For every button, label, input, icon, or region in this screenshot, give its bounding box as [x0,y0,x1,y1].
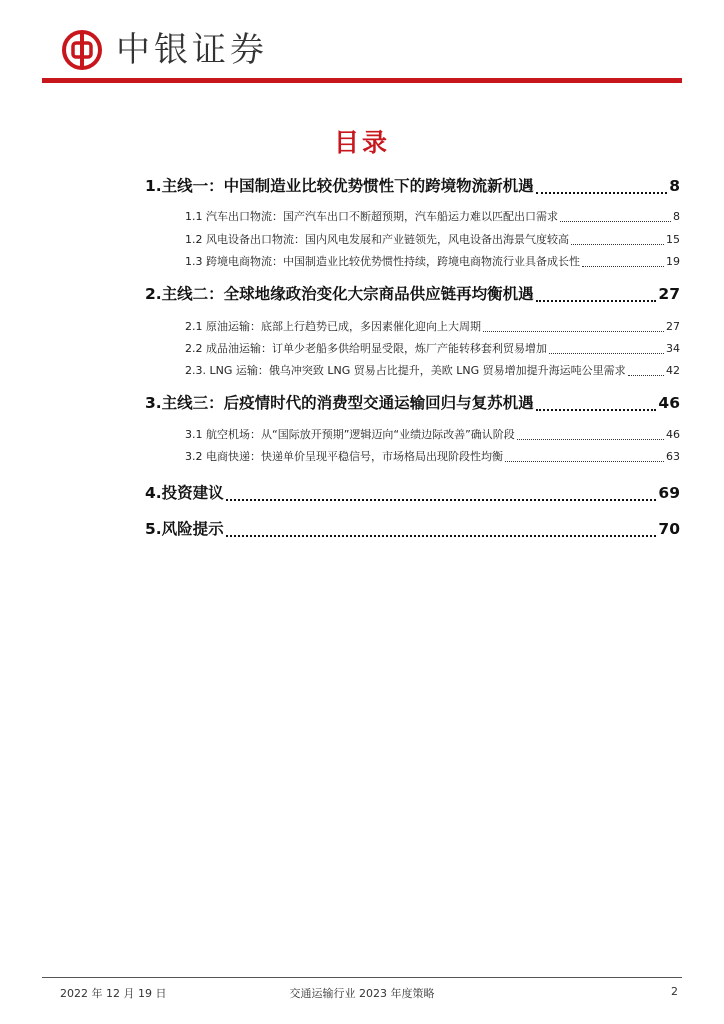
bank-of-china-logo [62,30,102,70]
toc-entry-text: 5.风险提示 [145,520,224,538]
leader-dots [536,300,657,302]
toc-entry-page: 63 [666,450,680,463]
toc-entry-page: 46 [658,394,680,412]
leader-dots [483,331,664,332]
toc-entry-3-2[interactable] [185,448,680,466]
toc-entry-text: 1.3 跨境电商物流：中国制造业比较优势惯性持续，跨境电商物流行业具备成长性 [185,255,580,268]
toc-entry-page: 34 [666,342,680,355]
toc-entry-2[interactable] [145,282,680,306]
leader-dots [536,409,657,411]
brand-name: 中银证券 [116,30,268,70]
toc-entry-3-1[interactable] [185,426,680,444]
toc-entry-3[interactable] [145,391,680,415]
header [0,0,724,90]
leader-dots [571,244,664,245]
toc-entry-1-1[interactable] [185,208,680,226]
toc-entry-text: 3.1 航空机场：从“国际放开预期”逻辑迈向“业绩边际改善”确认阶段 [185,428,515,441]
toc-entry-page: 42 [666,364,680,377]
leader-dots [226,535,657,537]
page-title: 目录 [333,128,390,157]
footer-page-number: 2 [671,985,678,998]
toc-entry-page: 8 [673,210,680,223]
toc-entry-4[interactable] [145,481,680,505]
toc-entry-page: 27 [658,285,680,303]
toc-entry-text: 2.1 原油运输：底部上行趋势已成，多因素催化迎向上大周期 [185,320,481,333]
footer-divider [42,977,682,978]
header-divider [42,78,682,83]
toc-entry-2-1[interactable] [185,318,680,336]
toc-entry-5[interactable] [145,517,680,541]
toc-entry-page: 15 [666,233,680,246]
toc-entry-page: 27 [666,320,680,333]
leader-dots [517,439,664,440]
leader-dots [560,221,671,222]
footer-doc-title: 交通运输行业 2023 年度策略 [289,987,435,1000]
toc-entry-2-2[interactable] [185,340,680,358]
toc-entry-text: 1.1 汽车出口物流：国产汽车出口不断超预期，汽车船运力难以匹配出口需求 [185,210,558,223]
toc-entry-text: 1.2 风电设备出口物流：国内风电发展和产业链领先，风电设备出海景气度较高 [185,233,569,246]
toc-entry-text: 3.2 电商快递：快递单价呈现平稳信号，市场格局出现阶段性均衡 [185,450,503,463]
toc-entry-1-2[interactable] [185,231,680,249]
leader-dots [226,499,657,501]
toc-entry-page: 19 [666,255,680,268]
leader-dots [582,266,664,267]
leader-dots [505,461,664,462]
toc-entry-1[interactable] [145,174,680,198]
toc-entry-text: 2.3. LNG 运输：俄乌冲突致 LNG 贸易占比提升，美欧 LNG 贸易增加提升海运吨公里需求 [185,364,626,377]
toc-entry-page: 69 [658,484,680,502]
toc-entry-text: 2.2 成品油运输：订单少老船多供给明显受限，炼厂产能转移套利贸易增加 [185,342,547,355]
footer-date: 2022 年 12 月 19 日 [60,987,167,1000]
toc-entry-page: 8 [669,177,680,195]
toc-entry-text: 4.投资建议 [145,484,224,502]
toc-entry-text: 2.主线二：全球地缘政治变化大宗商品供应链再均衡机遇 [145,285,534,303]
leader-dots [536,192,668,194]
toc-entry-text: 1.主线一：中国制造业比较优势惯性下的跨境物流新机遇 [145,177,534,195]
toc-entry-page: 70 [658,520,680,538]
toc-entry-page: 46 [666,428,680,441]
toc-entry-text: 3.主线三：后疫情时代的消费型交通运输回归与复苏机遇 [145,394,534,412]
leader-dots [628,375,664,376]
toc-entry-1-3[interactable] [185,253,680,271]
toc-entry-2-3[interactable] [185,362,680,380]
leader-dots [549,353,664,354]
